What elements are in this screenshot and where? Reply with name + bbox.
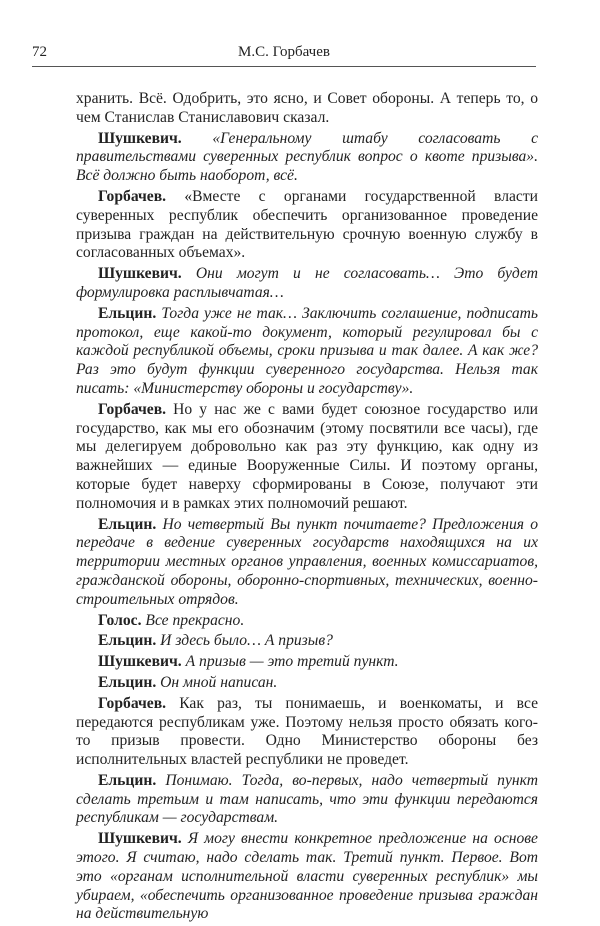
paragraph <box>76 305 538 399</box>
speaker-name: Ельцин. <box>98 632 157 650</box>
speaker-name: Шушкевич. <box>98 265 182 283</box>
utterance-text: хранить. Всё. Одобрить, это ясно, и Совет обороны. А теперь то, о чем Станислав Станиславович сказал. <box>76 90 538 126</box>
page-header <box>32 40 536 67</box>
utterance-text: Он мной написан. <box>160 673 278 691</box>
running-head: М.С. Горбачев <box>238 44 330 60</box>
speaker-name: Шушкевич. <box>98 653 182 671</box>
speaker-name: Шушкевич. <box>98 129 182 147</box>
utterance-text: «Генеральному штабу согласовать с правительствами суверенных республик вопрос о квоте призыва». Всё должно быть наоборот, всё. <box>76 129 538 185</box>
speaker-name: Ельцин. <box>98 515 157 533</box>
paragraph <box>76 674 538 693</box>
speaker-name: Голос. <box>98 611 142 629</box>
utterance-text: Но у нас же с вами будет союзное государство или государство, как мы его обозначим (этому посвятили все часы), где мы делегируем добровольно как раз эту функцию, как одну из важнейших — единые Вооруженные Силы. И поэтому органы, которые будет наверху сформированы в Союзе, получают эти полномочия и в рамках этих полномочий решают. <box>76 400 538 512</box>
paragraph <box>76 653 538 672</box>
paragraph <box>76 516 538 610</box>
utterance-text: Как раз, ты понимаешь, и военкоматы, и все передаются республикам уже. Поэтому нельзя просто обязать кого-то призыв провести. Одно Министерство обороны без исполнительных властей республики не проведет. <box>76 694 538 769</box>
utterance-text: И здесь было… А призыв? <box>160 632 333 650</box>
speaker-name: Горбачев. <box>98 187 167 205</box>
paragraph <box>76 772 538 828</box>
utterance-text: Тогда уже не так… Заключить соглашение, подписать протокол, еще какой-то документ, который регулировал бы с каждой республикой объемы, сроки призыва и так далее. А как же? Раз это будут функции суверенного государства. Нельзя так писать: «Министерству обороны и государству». <box>76 304 538 397</box>
speaker-name: Ельцин. <box>98 673 157 691</box>
utterance-text: Они могут и не согласовать… Это будет формулировка расплывчатая… <box>76 265 538 301</box>
utterance-text: Понимаю. Тогда, во-первых, надо четвертый пункт сделать третьим и там написать, что эти функции передаются республикам — государствам. <box>76 771 538 827</box>
paragraph <box>76 632 538 651</box>
paragraph <box>76 830 538 924</box>
paragraph <box>76 265 538 303</box>
speaker-name: Ельцин. <box>98 771 157 789</box>
body-text <box>76 90 538 926</box>
paragraph <box>76 90 538 128</box>
paragraph <box>76 188 538 263</box>
speaker-name: Шушкевич. <box>98 830 182 848</box>
paragraph <box>76 612 538 631</box>
speaker-name: Горбачев. <box>98 694 167 712</box>
utterance-text: Я могу внести конкретное предложение на основе этого. Я считаю, надо сделать так. Третий пункт. Первое. Вот это «органам исполнительной власти суверенных республик» мы убираем, «обеспечить организованное проведение призыва граждан на действительную <box>76 830 538 923</box>
speaker-name: Ельцин. <box>98 304 157 322</box>
utterance-text: Все прекрасно. <box>145 611 245 629</box>
speaker-name: Горбачев. <box>98 400 167 418</box>
paragraph <box>76 130 538 186</box>
paragraph <box>76 695 538 770</box>
page-number: 72 <box>32 44 47 60</box>
utterance-text: А призыв — это третий пункт. <box>185 653 399 671</box>
utterance-text: Но четвертый Вы пункт почитаете? Предложения о передаче в ведение суверенных государств находящихся на их территории местных органов управления, военных комиссариатов, гражданской обороны, оборонно-спортивных, технических, военно-строительных отрядов. <box>76 515 539 608</box>
paragraph <box>76 401 538 514</box>
utterance-text: «Вместе с органами государственной власти суверенных республик обеспечить организованное проведение призыва граждан на действительную срочную военную службу в согласованных объемах». <box>76 187 538 262</box>
